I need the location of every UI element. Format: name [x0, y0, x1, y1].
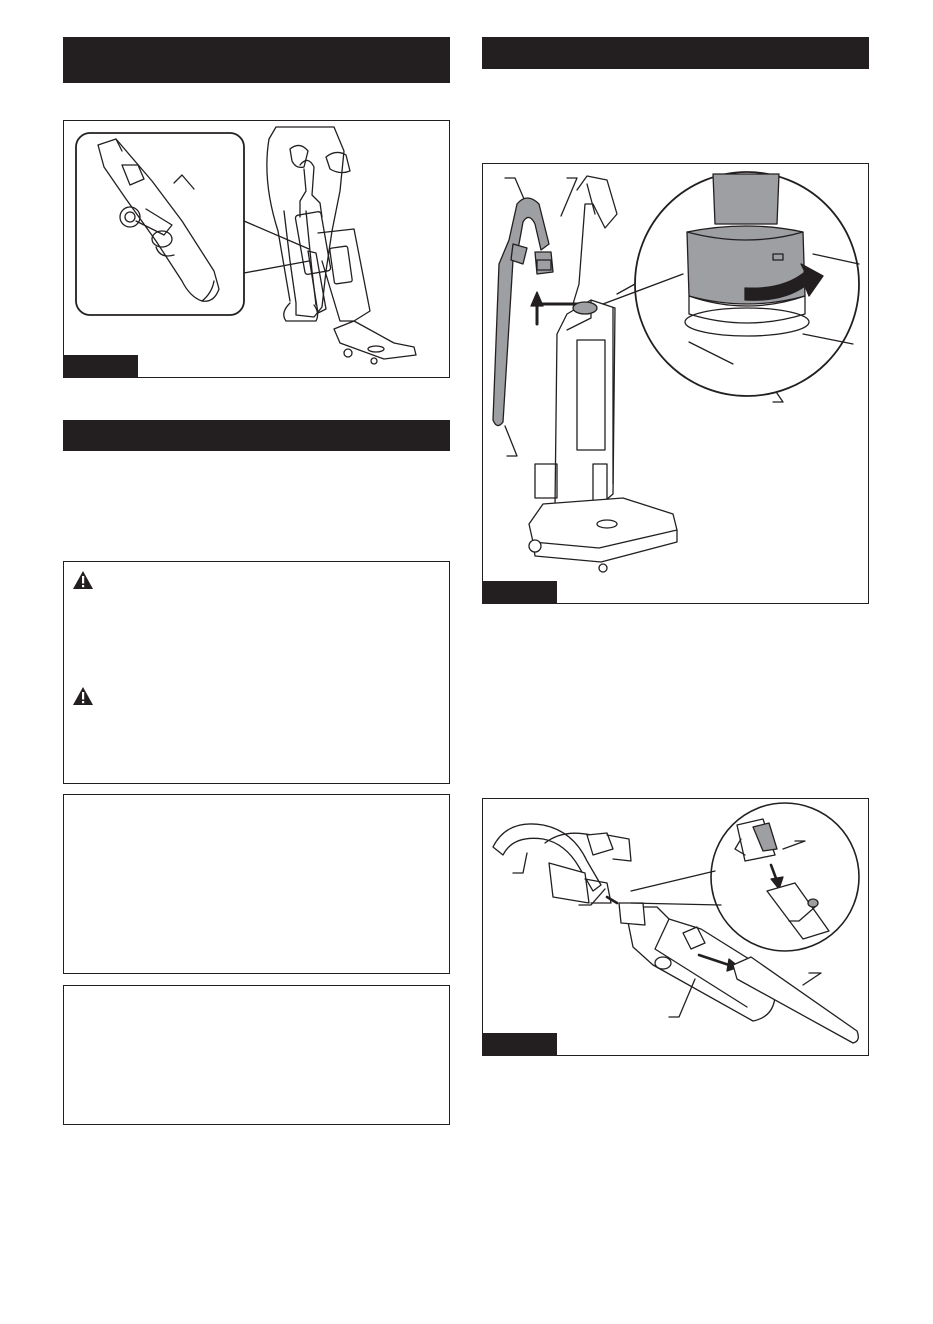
- section-header-bar-1: [63, 37, 450, 83]
- warning-triangle-icon: [72, 686, 94, 706]
- section-header-bar-2: [63, 420, 450, 451]
- figure-2-panel: [482, 163, 869, 604]
- figure-3-tag: [483, 1033, 557, 1055]
- warning-triangle-icon: [72, 570, 94, 590]
- vacuum-handheld-illustration: [64, 121, 448, 376]
- note-box-1: [63, 794, 450, 974]
- warning-box: [63, 561, 450, 784]
- note-box-2: [63, 985, 450, 1125]
- figure-1-panel: [63, 120, 450, 378]
- figure-2-tag: [483, 581, 557, 603]
- figure-1-tag: [64, 355, 138, 377]
- attachment-connection-illustration: [483, 799, 867, 1054]
- hose-removal-illustration: [483, 164, 867, 602]
- section-header-bar-3: [482, 37, 869, 69]
- figure-3-panel: [482, 798, 869, 1056]
